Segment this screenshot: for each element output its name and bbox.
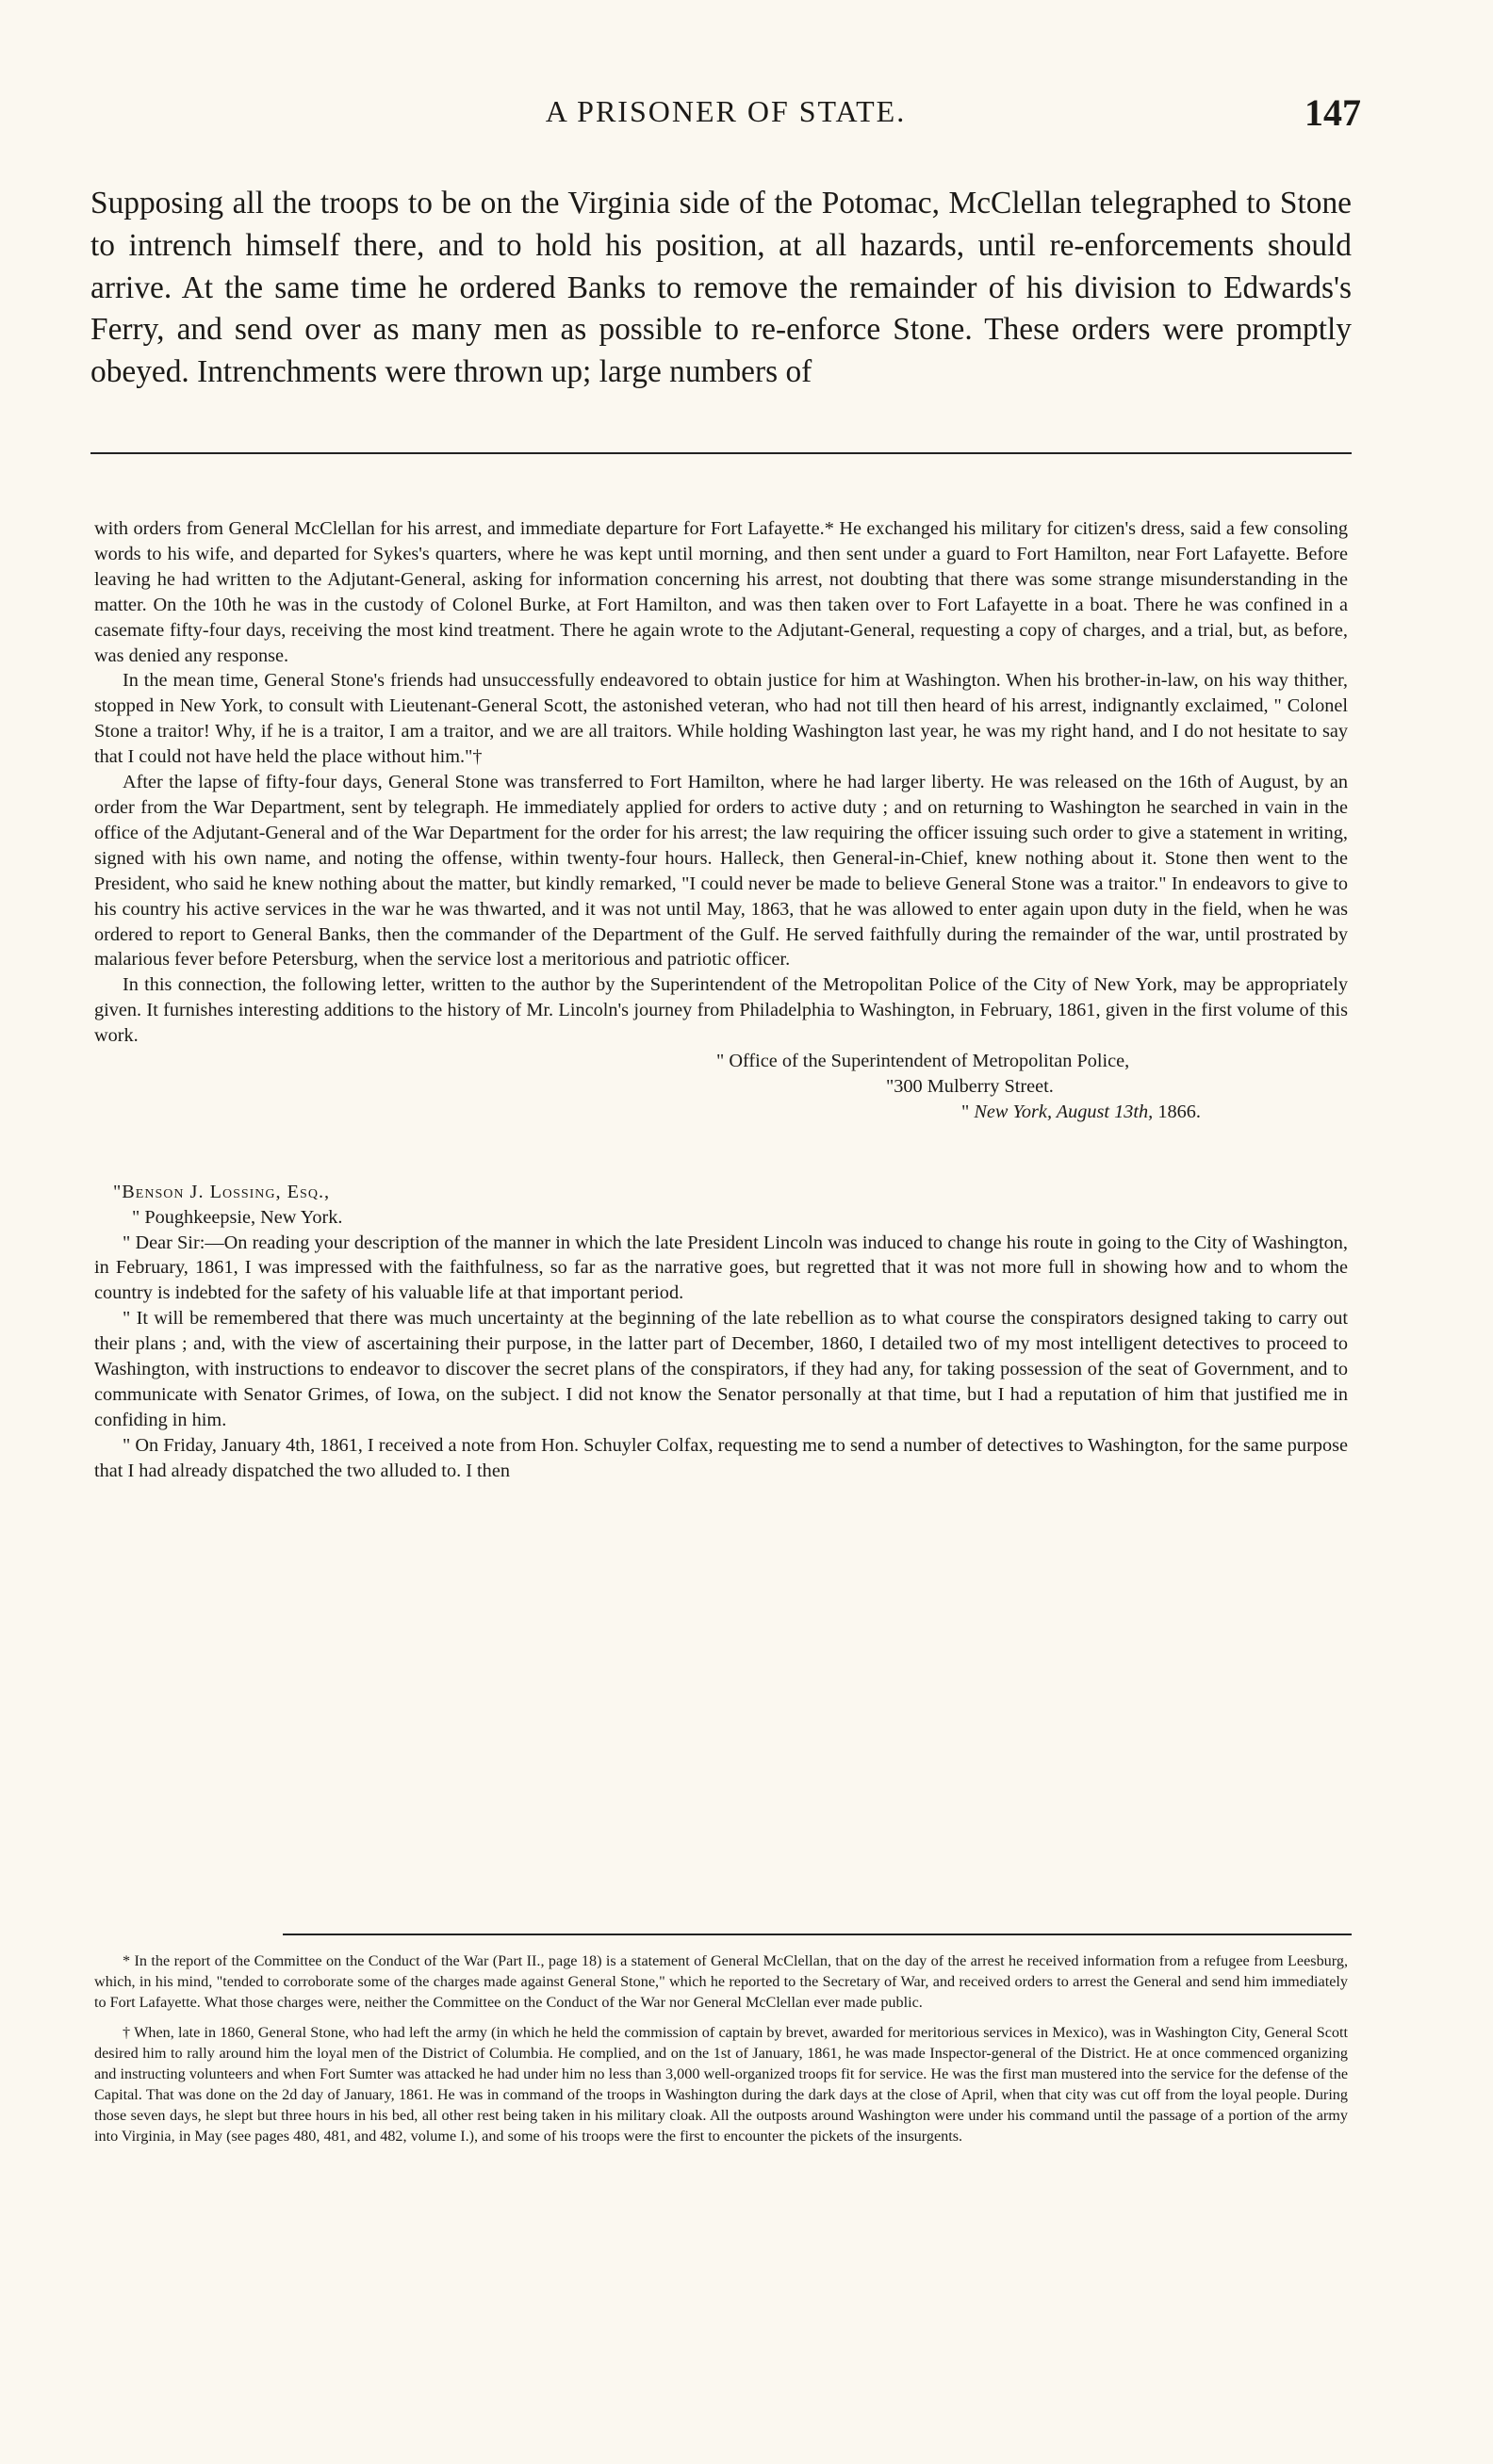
- running-head: [90, 91, 1361, 151]
- letter-heading-date: [94, 1100, 1348, 1125]
- date-prefix: ": [961, 1101, 975, 1122]
- letter-paragraph-2: " It will be remembered that there was much uncertainty at the beginning of the late rebellion as to what course the conspirators designed taking to carry out their plans ; and, with the view of ascertaining their purpose, in the latter part of December, 1860, I detailed two of my most intelligent detectives to proceed to Washington, with instructions to endeavor to discover the secret plans of the conspirators, if they had any, for taking possession of the seat of Government, and to communicate with Senator Grimes, of Iowa, on the subject. I did not know the Senator personally at that time, but I had a reputation of him that justified me in confiding in him.: [94, 1308, 1348, 1430]
- notes-paragraph-1: with orders from General McClellan for his arrest, and immediate departure for Fort Lafayette.* He exchanged his military for citizen's dress, said a few consoling words to his wife, and departed for Sykes's quarters, where he was kept until morning, and then sent under a guard to Fort Hamilton, near Fort Lafayette. Before leaving he had written to the Adjutant-General, asking for information concerning his arrest, not doubting that there was some strange misunderstanding in the matter. On the 10th he was in the custody of Colonel Burke, at Fort Hamilton, and was then taken over to Fort Lafayette in a boat. There he was confined in a casemate fifty-four days, receiving the most kind treatment. There he again wrote to the Adjutant-General, requesting a copy of charges, and a trial, but, as before, was denied any response.: [94, 518, 1348, 666]
- letter-address: [94, 1180, 1348, 1231]
- footnote-2: † When, late in 1860, General Stone, who had left the army (in which he held the commission of captain by brevet, awarded for meritorious services in Mexico), was in Washington City, General Scott desired him to rally around him the loyal men of the District of Columbia. He complied, and on the 1st of January, 1861, he was made Inspector-general of the District. He at once commenced organizing and instructing volunteers and when Fort Sumter was attacked he had under him no less than 3,000 well-organized troops fit for service. He was the first man mustered into the service for the defense of the Capital. That was done on the 2d day of January, 1861. He was in command of the troops in Washington during the dark days at the close of April, when that city was cut off from the loyal people. During those seven days, he slept but three hours in his bed, all other rest being taken in his military cloak. All the outposts around Washington were under his command until the passage of a portion of the army into Virginia, in May (see pages 480, 481, and 482, volume I.), and some of his troops were the first to encounter the pickets of the insurgents.: [94, 2024, 1348, 2145]
- letter-recipient: "Benson J. Lossing, Esq.,: [113, 1181, 331, 1202]
- page-number: 147: [1304, 91, 1361, 134]
- letter-heading: [94, 1049, 1348, 1125]
- footnotes-section: [94, 1950, 1348, 2146]
- notes-paragraph-2: In the mean time, General Stone's friends had unsuccessfully endeavored to obtain justice for him at Washington. When his brother-in-law, on his way thither, stopped in New York, to consult with Lieutenant-General Scott, the astonished veteran, who had not till then heard of his arrest, indignantly exclaimed, " Colonel Stone a traitor! Why, if he is a traitor, I am a traitor, and we are all traitors. While holding Washington last year, he was my right hand, and I do not hesitate to say that I could not have held the place without him."†: [94, 670, 1348, 768]
- letter-heading-street: "300 Mulberry Street.: [886, 1075, 1054, 1097]
- running-title: A PRISONER OF STATE.: [545, 94, 907, 128]
- notes-paragraph-3: After the lapse of fifty-four days, General Stone was transferred to Fort Hamilton, where he had larger liberty. He was released on the 16th of August, by an order from the War Department, sent by telegraph. He immediately applied for orders to active duty ; and on returning to Washington he searched in vain in the office of the Adjutant-General and of the War Department for the order for his arrest; the law requiring the officer issuing such order to give a statement in writing, signed with his own name, and noting the offense, within twenty-four hours. Halleck, then General-in-Chief, knew nothing about it. Stone then went to the President, who said he knew nothing about the matter, but kindly remarked, "I could never be made to believe General Stone was a traitor." In endeavors to give to his country his active services in the war he was thwarted, and it was not until May, 1863, that he was allowed to enter again upon duty in the field, when he was ordered to report to General Banks, then the commander of the Department of the Gulf. He served faithfully during the remainder of the war, until prostrated by malarious fever before Petersburg, when the service lost a meritorious and patriotic officer.: [94, 772, 1348, 971]
- date-suffix: 1866.: [1153, 1101, 1201, 1122]
- spacer: [94, 1125, 1348, 1180]
- footnote-1: * In the report of the Committee on the Conduct of the War (Part II., page 18) is a statement of General McClellan, that on the day of the arrest he received information from a refugee from Leesburg, which, in his mind, "tended to corroborate some of the charges made against General Stone," which he reported to the Secretary of War, and received orders to arrest the General and send him immediately to Fort Lafayette. What those charges were, neither the Committee on the Conduct of the War nor General McClellan ever made public.: [94, 1952, 1348, 2011]
- letter-recipient-place: " Poughkeepsie, New York.: [132, 1206, 343, 1228]
- notes-paragraph-4: In this connection, the following letter, written to the author by the Superintendent of the Metropolitan Police of the City of New York, may be appropriately given. It furnishes interesting additions to the history of Mr. Lincoln's journey from Philadelphia to Washington, in February, 1861, given in the first volume of this work.: [94, 974, 1348, 1047]
- letter-paragraph-3: " On Friday, January 4th, 1861, I received a note from Hon. Schuyler Colfax, requesting me to send a number of detectives to Washington, for the same purpose that I had already dispatched the two alluded to. I then: [94, 1434, 1348, 1481]
- date-italic: New York, August 13th,: [974, 1101, 1154, 1122]
- notes-section: [94, 516, 1348, 1484]
- main-text-paragraph: Supposing all the troops to be on the Virginia side of the Potomac, McClellan telegraphed to Stone to intrench himself there, and to hold his position, at all hazards, until re-enforcements should arrive. At the same time he ordered Banks to remove the remainder of his division to Edwards's Ferry, and send over as many men as possible to re-enforce Stone. These orders were promptly obeyed. Intrenchments were thrown up; large numbers of: [90, 186, 1352, 390]
- footnote-divider: [283, 1934, 1352, 1935]
- section-divider: [90, 452, 1352, 454]
- letter-heading-office: " Office of the Superintendent of Metropolitan Police,: [716, 1051, 1130, 1072]
- letter-paragraph-1: " Dear Sir:—On reading your description of the manner in which the late President Lincoln was induced to change his route in going to the City of Washington, in February, 1861, I was impressed with the faithfulness, so far as the narrative goes, but regretted that it was not more full in showing how and to whom the country is indebted for the safety of his valuable life at that important period.: [94, 1232, 1348, 1304]
